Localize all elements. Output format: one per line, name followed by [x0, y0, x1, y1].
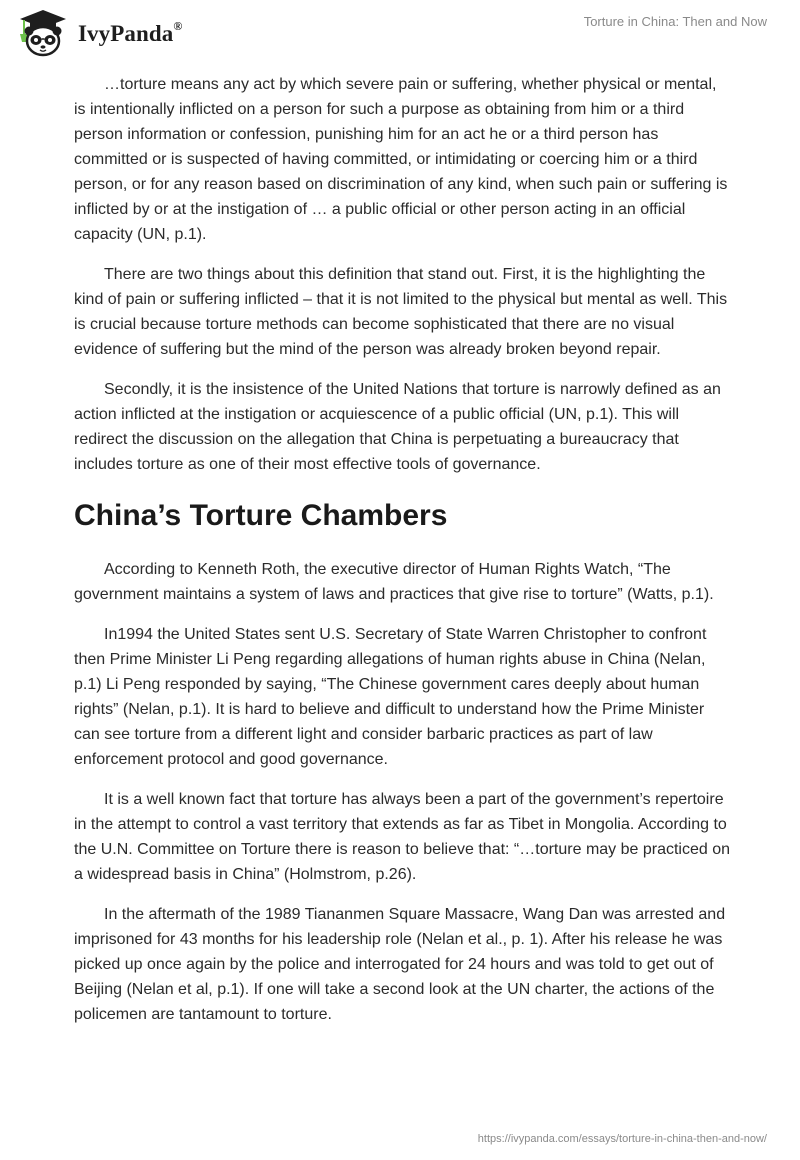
section-heading: China’s Torture Chambers — [74, 499, 448, 532]
paragraph: It is a well known fact that torture has always been a part of the government’s repertoire in the attempt to control a vast territory that extends as far as Tibet in Mongolia. According to the U.N. Committee on Torture there is reason to believe that: “…torture may be practiced on a widespread basis in China” (Holmstrom, p.26). — [74, 791, 731, 883]
essay-body — [74, 72, 730, 1042]
paragraph: In1994 the United States sent U.S. Secretary of State Warren Christopher to confront then Prime Minister Li Peng regarding allegations of human rights abuse in China (Nelan, p.1) Li Peng responded by saying, “The Chinese government cares deeply about human rights” (Nelan, p.1). It is hard to believe and difficult to understand how the Prime Minister can see torture from a different light and consider barbaric practices as part of law enforcement protocol and good governance. — [74, 626, 707, 768]
paragraph: There are two things about this definition that stand out. First, it is the highlighting the kind of pain or suffering inflicted – that it is not limited to the physical but mental as well. This is crucial because torture methods can become sophisticated that there are no visual evidence of suffering but the mind of the person was already broken beyond repair. — [74, 266, 728, 358]
paragraph: In the aftermath of the 1989 Tiananmen Square Massacre, Wang Dan was arrested and imprisoned for 43 months for his leadership role (Nelan et al., p. 1). After his release he was picked up once again by the police and interrogated for 24 hours and was told to get out of Beijing (Nelan et al, p.1). If one will take a second look at the UN charter, the actions of the policemen are tantamount to torture. — [74, 906, 726, 1023]
source-url[interactable]: https://ivypanda.com/essays/torture-in-china-then-and-now/ — [477, 1133, 767, 1145]
paragraph: Secondly, it is the insistence of the United Nations that torture is narrowly defined as an action inflicted at the instigation or acquiescence of a public official (UN, p.1). This will redirect the discussion on the allegation that China is perpetuating a bureaucracy that includes torture as one of their most effective tools of governance. — [74, 381, 721, 473]
paragraph: …torture means any act by which severe pain or suffering, whether physical or mental, is intentionally inflicted on a person for such a purpose as obtaining from him or a third person information or confession, punishing him for an act he or a third person has committed or is suspected of having committed, or intimidating or coercing him or a third person, or for any reason based on discrimination of any kind, when such pain or suffering is inflicted by or at the instigation of … a public official or other person acting in an official capacity (UN, p.1). — [74, 76, 728, 243]
brand-name: IvyPanda® — [78, 19, 183, 46]
page-header — [0, 0, 800, 64]
paragraph: According to Kenneth Roth, the executive director of Human Rights Watch, “The government maintains a system of laws and practices that give rise to torture” (Watts, p.1). — [74, 561, 714, 603]
panda-graduate-icon — [14, 8, 72, 58]
document-title: Torture in China: Then and Now — [583, 14, 767, 29]
logo[interactable] — [14, 8, 182, 58]
